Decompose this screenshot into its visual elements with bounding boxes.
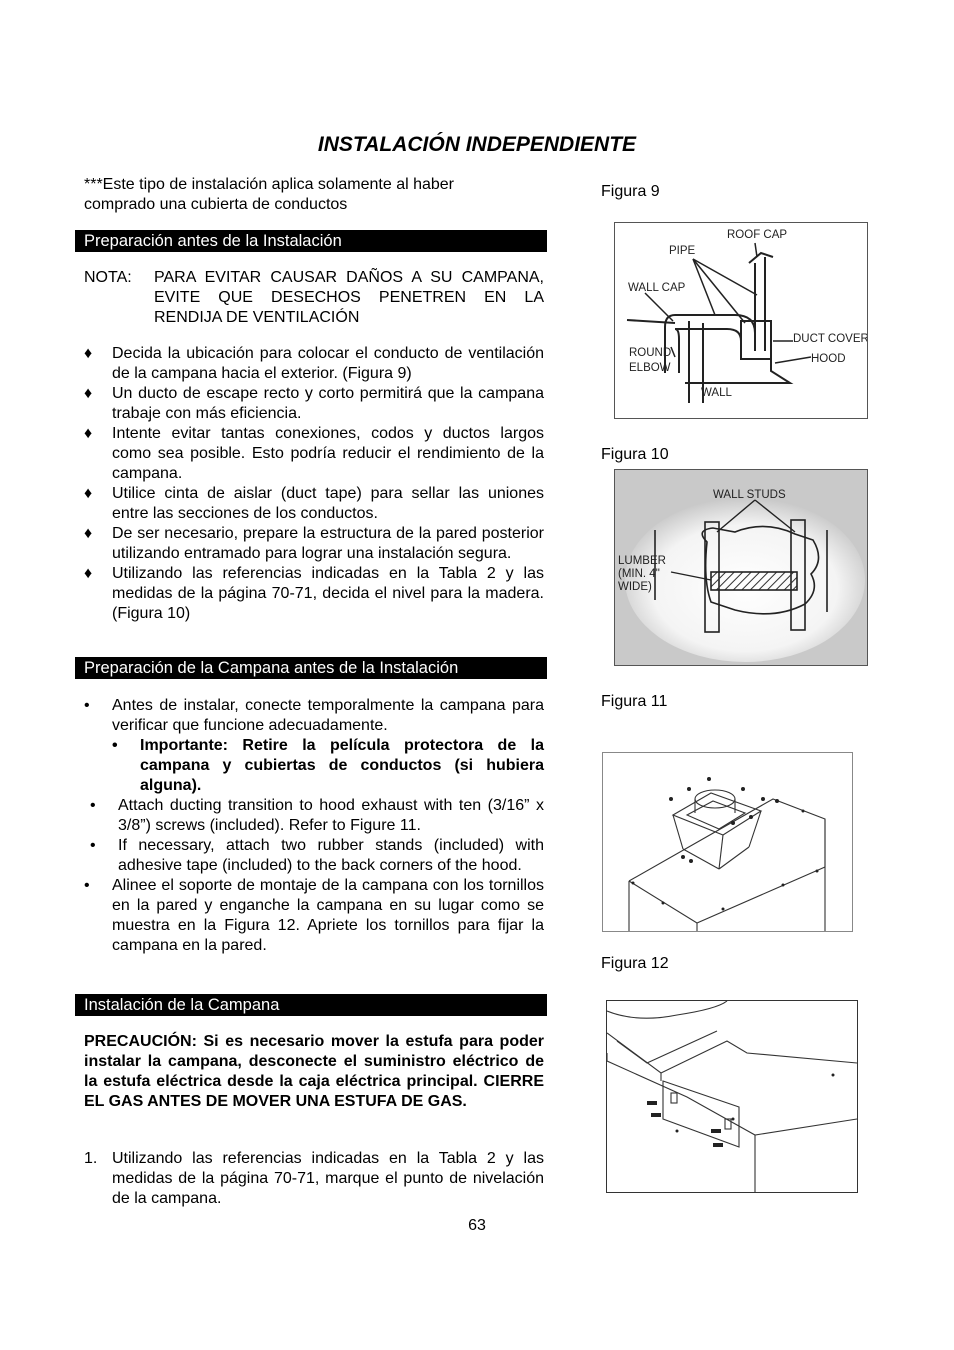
list-item-text: Importante: Retire la película protectora de la campana y cubiertas de conductos (si hubiera alguna). xyxy=(140,737,544,794)
preparation-list xyxy=(84,344,544,624)
list-item xyxy=(84,384,544,424)
list-item-text: Antes de instalar, conecte temporalmente la campana para verificar que funcione adecuadamente. xyxy=(112,697,544,734)
figure-9-venting-diagram xyxy=(614,222,868,419)
lumber-wide-label: WIDE) xyxy=(618,581,652,593)
bullet-icon: • xyxy=(112,737,118,754)
list-item xyxy=(84,344,544,384)
bullet-icon: • xyxy=(84,877,90,894)
list-item xyxy=(84,876,544,956)
lumber-min-label: (MIN. 4" xyxy=(618,568,660,580)
intro-text: ***Este tipo de instalación aplica solamente al haber comprado una cubierta de conductos xyxy=(84,176,455,213)
figure-11-duct-transition-diagram xyxy=(602,752,853,932)
pipe-label: PIPE xyxy=(669,245,696,257)
lumber-label: LUMBER xyxy=(618,555,666,567)
diamond-bullet-icon: ♦ xyxy=(84,565,93,582)
diamond-bullet-icon: ♦ xyxy=(84,485,93,502)
list-item xyxy=(84,696,544,736)
mounting-bracket-image xyxy=(607,1001,857,1192)
figure-10-wall-studs-diagram xyxy=(614,469,868,666)
wall-cap-label: WALL CAP xyxy=(628,282,686,294)
round-label: ROUND xyxy=(629,347,672,359)
list-item-text: De ser necesario, prepare la estructura de la pared posterior utilizando entramado para lograr una instalación segura. xyxy=(112,525,544,562)
list-item xyxy=(84,524,544,564)
list-item xyxy=(84,564,544,624)
list-item-text: Alinee el soporte de montaje de la campana con los tornillos en la pared y enganche la campana en su lugar como se muestra en la Figura 12. Apriete los tornillos para fijar la campana en la pared. xyxy=(112,877,544,954)
list-item-text: Utilice cinta de aislar (duct tape) para sellar las uniones entre las secciones de los conductos. xyxy=(112,485,544,522)
list-item xyxy=(84,424,544,484)
diamond-bullet-icon: ♦ xyxy=(84,385,93,402)
duct-cover-label: DUCT COVER xyxy=(793,333,867,345)
list-item-text: Utilizando las referencias indicadas en la Tabla 2 y las medidas de la página 70-71, decida el nivel para la madera. (Figura 10) xyxy=(112,565,544,622)
duct-transition-image xyxy=(603,753,852,931)
wall-label: WALL xyxy=(701,387,732,399)
wall-studs-image xyxy=(615,470,867,665)
figure-12-label: Figura 12 xyxy=(601,955,669,972)
figure-12-mounting-diagram xyxy=(606,1000,858,1193)
hood-preparation-list xyxy=(84,696,544,956)
figure-10-label: Figura 10 xyxy=(601,446,669,463)
section-heading-hood-preparation: Preparación de la Campana antes de la Instalación xyxy=(75,657,547,679)
hood-label: HOOD xyxy=(811,353,846,365)
section-heading-preparation: Preparación antes de la Instalación xyxy=(75,230,547,252)
bullet-icon: • xyxy=(84,697,90,714)
step-text: Utilizando las referencias indicadas en la Tabla 2 y las medidas de la página 70-71, marque el punto de nivelación de la campana. xyxy=(112,1150,544,1207)
list-item xyxy=(84,484,544,524)
figure-11-label: Figura 11 xyxy=(601,693,668,710)
diamond-bullet-icon: ♦ xyxy=(84,345,93,362)
step-number: 1. xyxy=(84,1150,98,1167)
figure-9-label: Figura 9 xyxy=(601,183,660,200)
list-item-text: Intente evitar tantas conexiones, codos y ductos largos como sea posible. Esto podría reducir el rendimiento de la campana. xyxy=(112,425,544,482)
note-text: PARA EVITAR CAUSAR DAÑOS A SU CAMPANA, EVITE QUE DESECHOS PENETREN EN LA RENDIJA DE VENTILACIÓN xyxy=(154,269,544,326)
diamond-bullet-icon: ♦ xyxy=(84,425,93,442)
diamond-bullet-icon: ♦ xyxy=(84,525,93,542)
page-number: 63 xyxy=(468,1217,486,1234)
bullet-icon: • xyxy=(90,837,96,854)
elbow-label: ELBOW xyxy=(629,362,671,374)
note-label: NOTA: xyxy=(84,269,132,286)
list-item xyxy=(84,836,544,876)
venting-diagram-image xyxy=(615,223,867,418)
wall-studs-label: WALL STUDS xyxy=(713,489,786,501)
page-title: INSTALACIÓN INDEPENDIENTE xyxy=(317,133,637,156)
list-item-text: Un ducto de escape recto y corto permitirá que la campana trabaje con más eficiencia. xyxy=(112,385,544,422)
list-item-text: If necessary, attach two rubber stands (included) with adhesive tape (included) to the back corners of the hood. xyxy=(118,837,544,874)
section-heading-installation: Instalación de la Campana xyxy=(75,994,547,1016)
caution-text: PRECAUCIÓN: Si es necesario mover la estufa para poder instalar la campana, desconecte el suministro eléctrico de la estufa eléctrica desde la caja eléctrica principal. CIERRE EL GAS ANTES DE MOVER UNA ESTUFA DE GAS. xyxy=(84,1033,544,1110)
list-item-text: Decida la ubicación para colocar el conducto de ventilación de la campana hacia el exterior. (Figura 9) xyxy=(112,345,544,382)
list-sub-item xyxy=(84,736,544,796)
bullet-icon: • xyxy=(90,797,96,814)
list-item xyxy=(84,796,544,836)
list-item-text: Attach ducting transition to hood exhaust with ten (3/16” x 3/8”) screws (included). Refer to Figure 11. xyxy=(118,797,544,834)
roof-cap-label: ROOF CAP xyxy=(727,229,788,241)
